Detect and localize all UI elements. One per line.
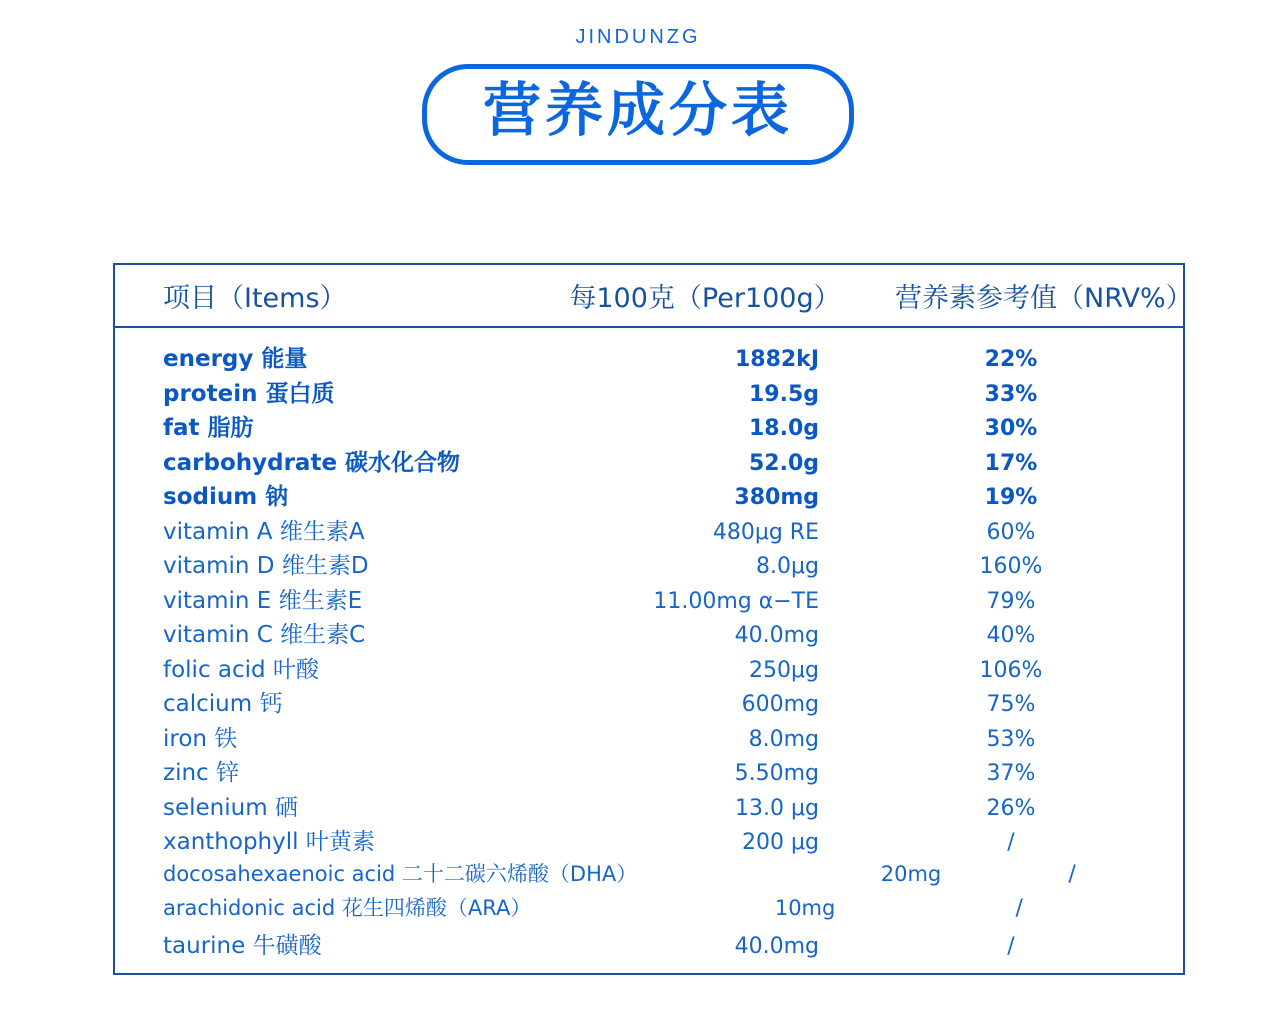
table-row — [115, 651, 1183, 686]
nutrient-name: vitamin E 维生素E — [163, 587, 363, 614]
table-row — [115, 927, 1183, 962]
nutrient-value: 11.00mg α−TE — [653, 588, 819, 614]
nutrient-value: 40.0mg — [734, 623, 819, 648]
table-row — [115, 582, 1183, 617]
nutrient-nrv: 30% — [984, 416, 1038, 441]
nutrient-value: 19.5g — [748, 381, 819, 407]
table-row — [115, 754, 1183, 789]
nutrient-nrv: / — [1007, 933, 1015, 959]
nutrient-value: 480μg RE — [712, 519, 819, 545]
nutrient-nrv: 60% — [986, 519, 1036, 545]
table-row — [115, 409, 1183, 444]
nutrient-name: vitamin A 维生素A — [163, 518, 365, 545]
table-body — [115, 328, 1183, 961]
nutrient-nrv: 19% — [984, 485, 1038, 510]
nutrient-name: folic acid 叶酸 — [163, 656, 319, 683]
nutrient-name: zinc 锌 — [163, 760, 239, 786]
table-row — [115, 444, 1183, 479]
column-header-items: 项目（Items） — [163, 283, 347, 314]
nutrient-nrv: 53% — [986, 726, 1036, 752]
nutrient-name: iron 铁 — [163, 725, 238, 752]
table-row — [115, 685, 1183, 720]
table-row — [115, 513, 1183, 548]
nutrient-name: carbohydrate 碳水化合物 — [163, 449, 461, 476]
nutrient-value: 18.0g — [748, 416, 819, 441]
nutrient-name: xanthophyll 叶黄素 — [163, 829, 375, 855]
nutrient-name: docosahexaenoic acid 二十二碳六烯酸（DHA） — [163, 861, 638, 886]
nutrient-value: 20mg — [880, 861, 942, 886]
nutrient-value: 250μg — [749, 657, 819, 683]
table-row — [115, 823, 1183, 858]
nutrient-name: selenium 硒 — [163, 794, 298, 821]
title-container — [0, 64, 1276, 165]
nutrient-nrv: 40% — [986, 623, 1036, 648]
nutrient-value: 10mg — [774, 896, 836, 920]
nutrient-nrv: 79% — [986, 588, 1036, 614]
nutrient-nrv: 26% — [986, 795, 1036, 821]
nutrient-name: protein 蛋白质 — [163, 380, 335, 407]
page-title: 营养成分表 — [482, 76, 793, 144]
nutrient-value: 40.0mg — [734, 933, 819, 959]
nutrient-value: 8.0μg — [756, 554, 819, 579]
table-row — [115, 858, 1183, 893]
table-row — [115, 720, 1183, 755]
title-box — [422, 64, 854, 165]
table-row — [115, 892, 1183, 927]
table-header-row — [115, 265, 1193, 328]
nutrient-value: 600mg — [741, 692, 819, 717]
nutrient-name: energy 能量 — [163, 346, 308, 372]
nutrient-name: arachidonic acid 花生四烯酸（ARA） — [163, 896, 532, 920]
nutrient-nrv: / — [1007, 830, 1015, 855]
table-row — [115, 375, 1183, 410]
column-header-nrv: 营养素参考值（NRV%） — [895, 283, 1193, 314]
nutrient-name: vitamin D 维生素D — [163, 553, 369, 579]
table-row — [115, 340, 1183, 375]
nutrient-value: 8.0mg — [748, 726, 819, 752]
nutrient-nrv: 33% — [984, 381, 1038, 407]
nutrient-value: 1882kJ — [734, 347, 819, 372]
nutrient-name: taurine 牛磺酸 — [163, 932, 322, 959]
nutrient-nrv: / — [1015, 896, 1023, 921]
nutrient-nrv: 160% — [979, 554, 1043, 579]
nutrient-nrv: 37% — [986, 761, 1036, 786]
nutrient-value: 200 μg — [742, 830, 819, 855]
brand-name: JINDUNZG — [575, 26, 701, 48]
table-row — [115, 789, 1183, 824]
nutrient-nrv: 75% — [986, 692, 1036, 717]
nutrient-nrv: 17% — [984, 450, 1038, 476]
table-row — [115, 547, 1183, 582]
table-row — [115, 478, 1183, 513]
nutrient-value: 13.0 μg — [735, 795, 819, 821]
nutrient-name: calcium 钙 — [163, 691, 283, 717]
nutrient-value: 52.0g — [748, 450, 819, 476]
nutrient-name: sodium 钠 — [163, 484, 289, 510]
nutrient-nrv: 106% — [979, 657, 1043, 683]
nutrient-nrv: / — [1068, 861, 1076, 887]
nutrient-name: vitamin C 维生素C — [163, 622, 366, 648]
nutrient-value: 380mg — [734, 485, 819, 510]
nutrient-name: fat 脂肪 — [163, 415, 254, 441]
nutrition-table — [113, 263, 1193, 975]
table-row — [115, 616, 1183, 651]
column-header-per100g: 每100克（Per100g） — [569, 283, 841, 314]
nutrient-value: 5.50mg — [734, 761, 819, 786]
nutrient-nrv: 22% — [984, 347, 1038, 372]
